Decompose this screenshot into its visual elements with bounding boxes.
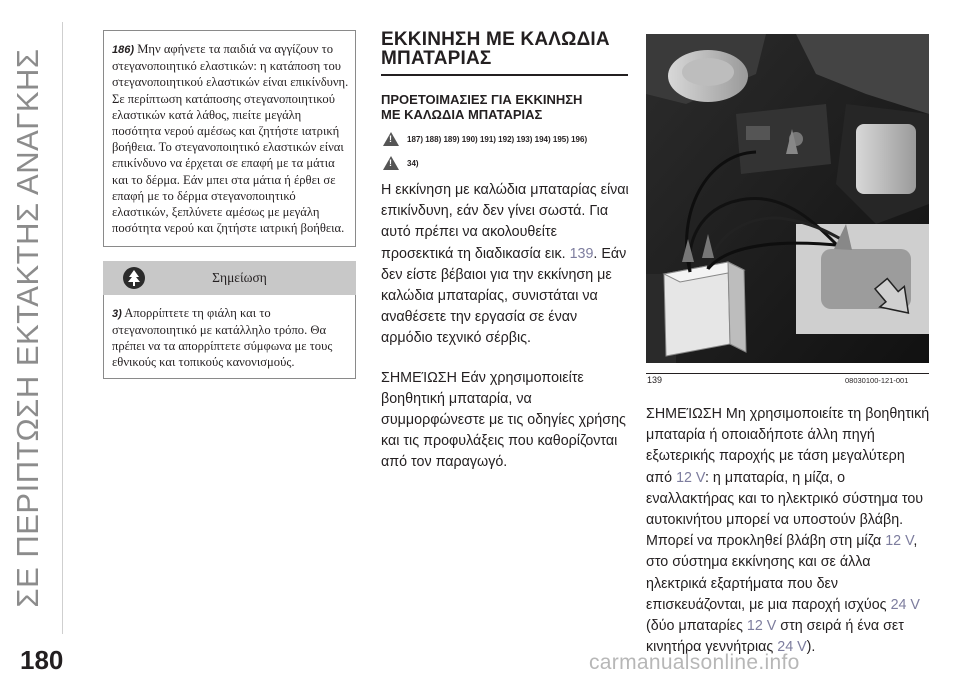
warning-text: Μην αφήνετε τα παιδιά να αγγίζουν το στεγανοποιητικό ελαστικών: η κατάποση του στεγανοποιητικού ελαστικών είναι επικίνδυνη. Σε περίπτωση κατάποσης στεγανοποιητικού ελαστικών κατά λάθος, πιείτε μεγάλη ποσότητα νερού αμέσως και ζητήστε ιατρική βοήθεια. Το στεγανοποιητικό ελαστικών είναι επικίνδυνο να έρχεται σε επαφή με τα μάτια και το δέρμα. Εάν μπει στα μάτια ή έρθει σε επαφή με το δέρμα στεγανοποιητικό ελαστικών, ξεπλύνετε αμέσως με μεγάλη ποσότητα νερού και ζητήστε ιατρική βοήθεια. — [112, 42, 349, 236]
voltage-value-1: 12 V — [676, 469, 705, 486]
note-box — [103, 295, 356, 379]
voltage-note — [646, 404, 932, 658]
voltage-note-part1: ΣΗΜΕΊΩΣΗ Μη χρησιμοποιείτε τη βοηθητική μπαταρία ή οποιαδήποτε άλλη πηγή εξωτερικής παροχής με τάση μεγαλύτερη από — [646, 406, 930, 486]
warning-box — [103, 30, 356, 247]
intro-text-end: . Εάν δεν είστε βέβαιοι για την εκκίνηση με καλώδια μπαταρίας, συνιστάται να αναθέσετε την εργασία σε έναν αρμόδιο τεχνικό σέρβις. — [381, 245, 627, 347]
voltage-note-part6: ). — [806, 639, 816, 656]
note-title: Σημείωση — [212, 270, 267, 286]
subsection-title — [381, 92, 629, 122]
warning-number: 186) — [112, 44, 135, 56]
voltage-note-part5: στη σειρά ή ένα σετ κινητήρα γεννήτριας — [646, 618, 904, 656]
section-title-line1: ΕΚΚΙΝΗΣΗ ΜΕ ΚΑΛΩΔΙΑ — [381, 29, 610, 50]
caution-refs-row — [381, 154, 629, 172]
voltage-note-part2: : η μπαταρία, η μίζα, ο εναλλακτήρας και το ηλεκτρικό σύστημα του αυτοκινήτου μπορεί να υποστούν βλάβη. Μπορεί να προκληθεί βλάβη στη μίζα — [646, 469, 924, 550]
subsection-title-line1: ΠΡΟΕΤΟΙΜΑΣΙΕΣ ΓΙΑ ΕΚΚΙΝΗΣΗ — [381, 92, 583, 107]
figure-caption-rule — [646, 373, 929, 374]
voltage-value-3: 24 V — [890, 596, 920, 613]
voltage-note-part3: , στο σύστημα εκκίνησης και σε άλλα ηλεκτρικά εξαρτήματα που δεν επισκευάζονται, με μια παροχή ισχύος — [646, 533, 918, 613]
caution-triangle-icon — [383, 156, 399, 170]
subsection-title-line2: ΜΕ ΚΑΛΩΔΙΑ ΜΠΑΤΑΡΙΑΣ — [381, 107, 543, 122]
left-column — [103, 30, 356, 379]
jump-start-illustration — [646, 34, 929, 363]
watermark: carmanualsonline.info — [589, 651, 800, 674]
voltage-note-part4: (δύο μπαταρίες — [646, 618, 747, 635]
section-title-line2: ΜΠΑΤΑΡΙΑΣ — [381, 48, 492, 69]
paragraph-intro — [381, 180, 629, 350]
note-number: 3) — [112, 308, 122, 321]
side-divider — [62, 22, 63, 634]
caution-refs: 34) — [407, 158, 419, 168]
page-number: 180 — [20, 645, 64, 675]
section-title — [381, 30, 629, 68]
paragraph-note: ΣΗΜΕΊΩΣΗ Εάν χρησιμοποιείτε βοηθητική μπαταρία, να συμμορφώνεστε με τις οδηγίες χρήσης και τις προφυλάξεις που καθορίζονται από τον παραγωγό. — [381, 369, 626, 471]
middle-column — [381, 30, 629, 474]
voltage-value-5: 24 V — [777, 639, 807, 656]
warning-refs: 187) 188) 189) 190) 191) 192) 193) 194) 195) 196) — [407, 134, 588, 144]
title-underline — [381, 74, 628, 76]
voltage-value-4: 12 V — [746, 618, 777, 635]
figure-reference-link[interactable]: 139 — [569, 245, 594, 262]
intro-text-start: Η εκκίνηση με καλώδια μπαταρίας είναι επικίνδυνη, εάν δεν γίνει σωστά. Για αυτό πρέπει να ακολουθείτε προσεκτικά τη διαδικασία εικ. — [381, 182, 629, 262]
note-header — [103, 261, 356, 295]
figure-number: 139 — [647, 375, 663, 385]
chapter-side-title: ΣΕ ΠΕΡΙΠΤΩΣΗ ΕΚΤΑΚΤΗΣ ΑΝΑΓΚΗΣ — [10, 48, 45, 608]
figure-code: 08030100-121-001 — [845, 376, 909, 385]
note-text: Απορρίπτετε τη φιάλη και το στεγανοποιητικό με κατάλληλο τρόπο. Θα πρέπει να τα απορρίπτετε σύμφωνα με τους εθνικούς και τοπικούς κανονισμούς. — [112, 306, 333, 370]
warning-triangle-icon — [383, 132, 399, 146]
warning-refs-row — [381, 130, 629, 148]
voltage-value-2: 12 V — [885, 533, 914, 550]
